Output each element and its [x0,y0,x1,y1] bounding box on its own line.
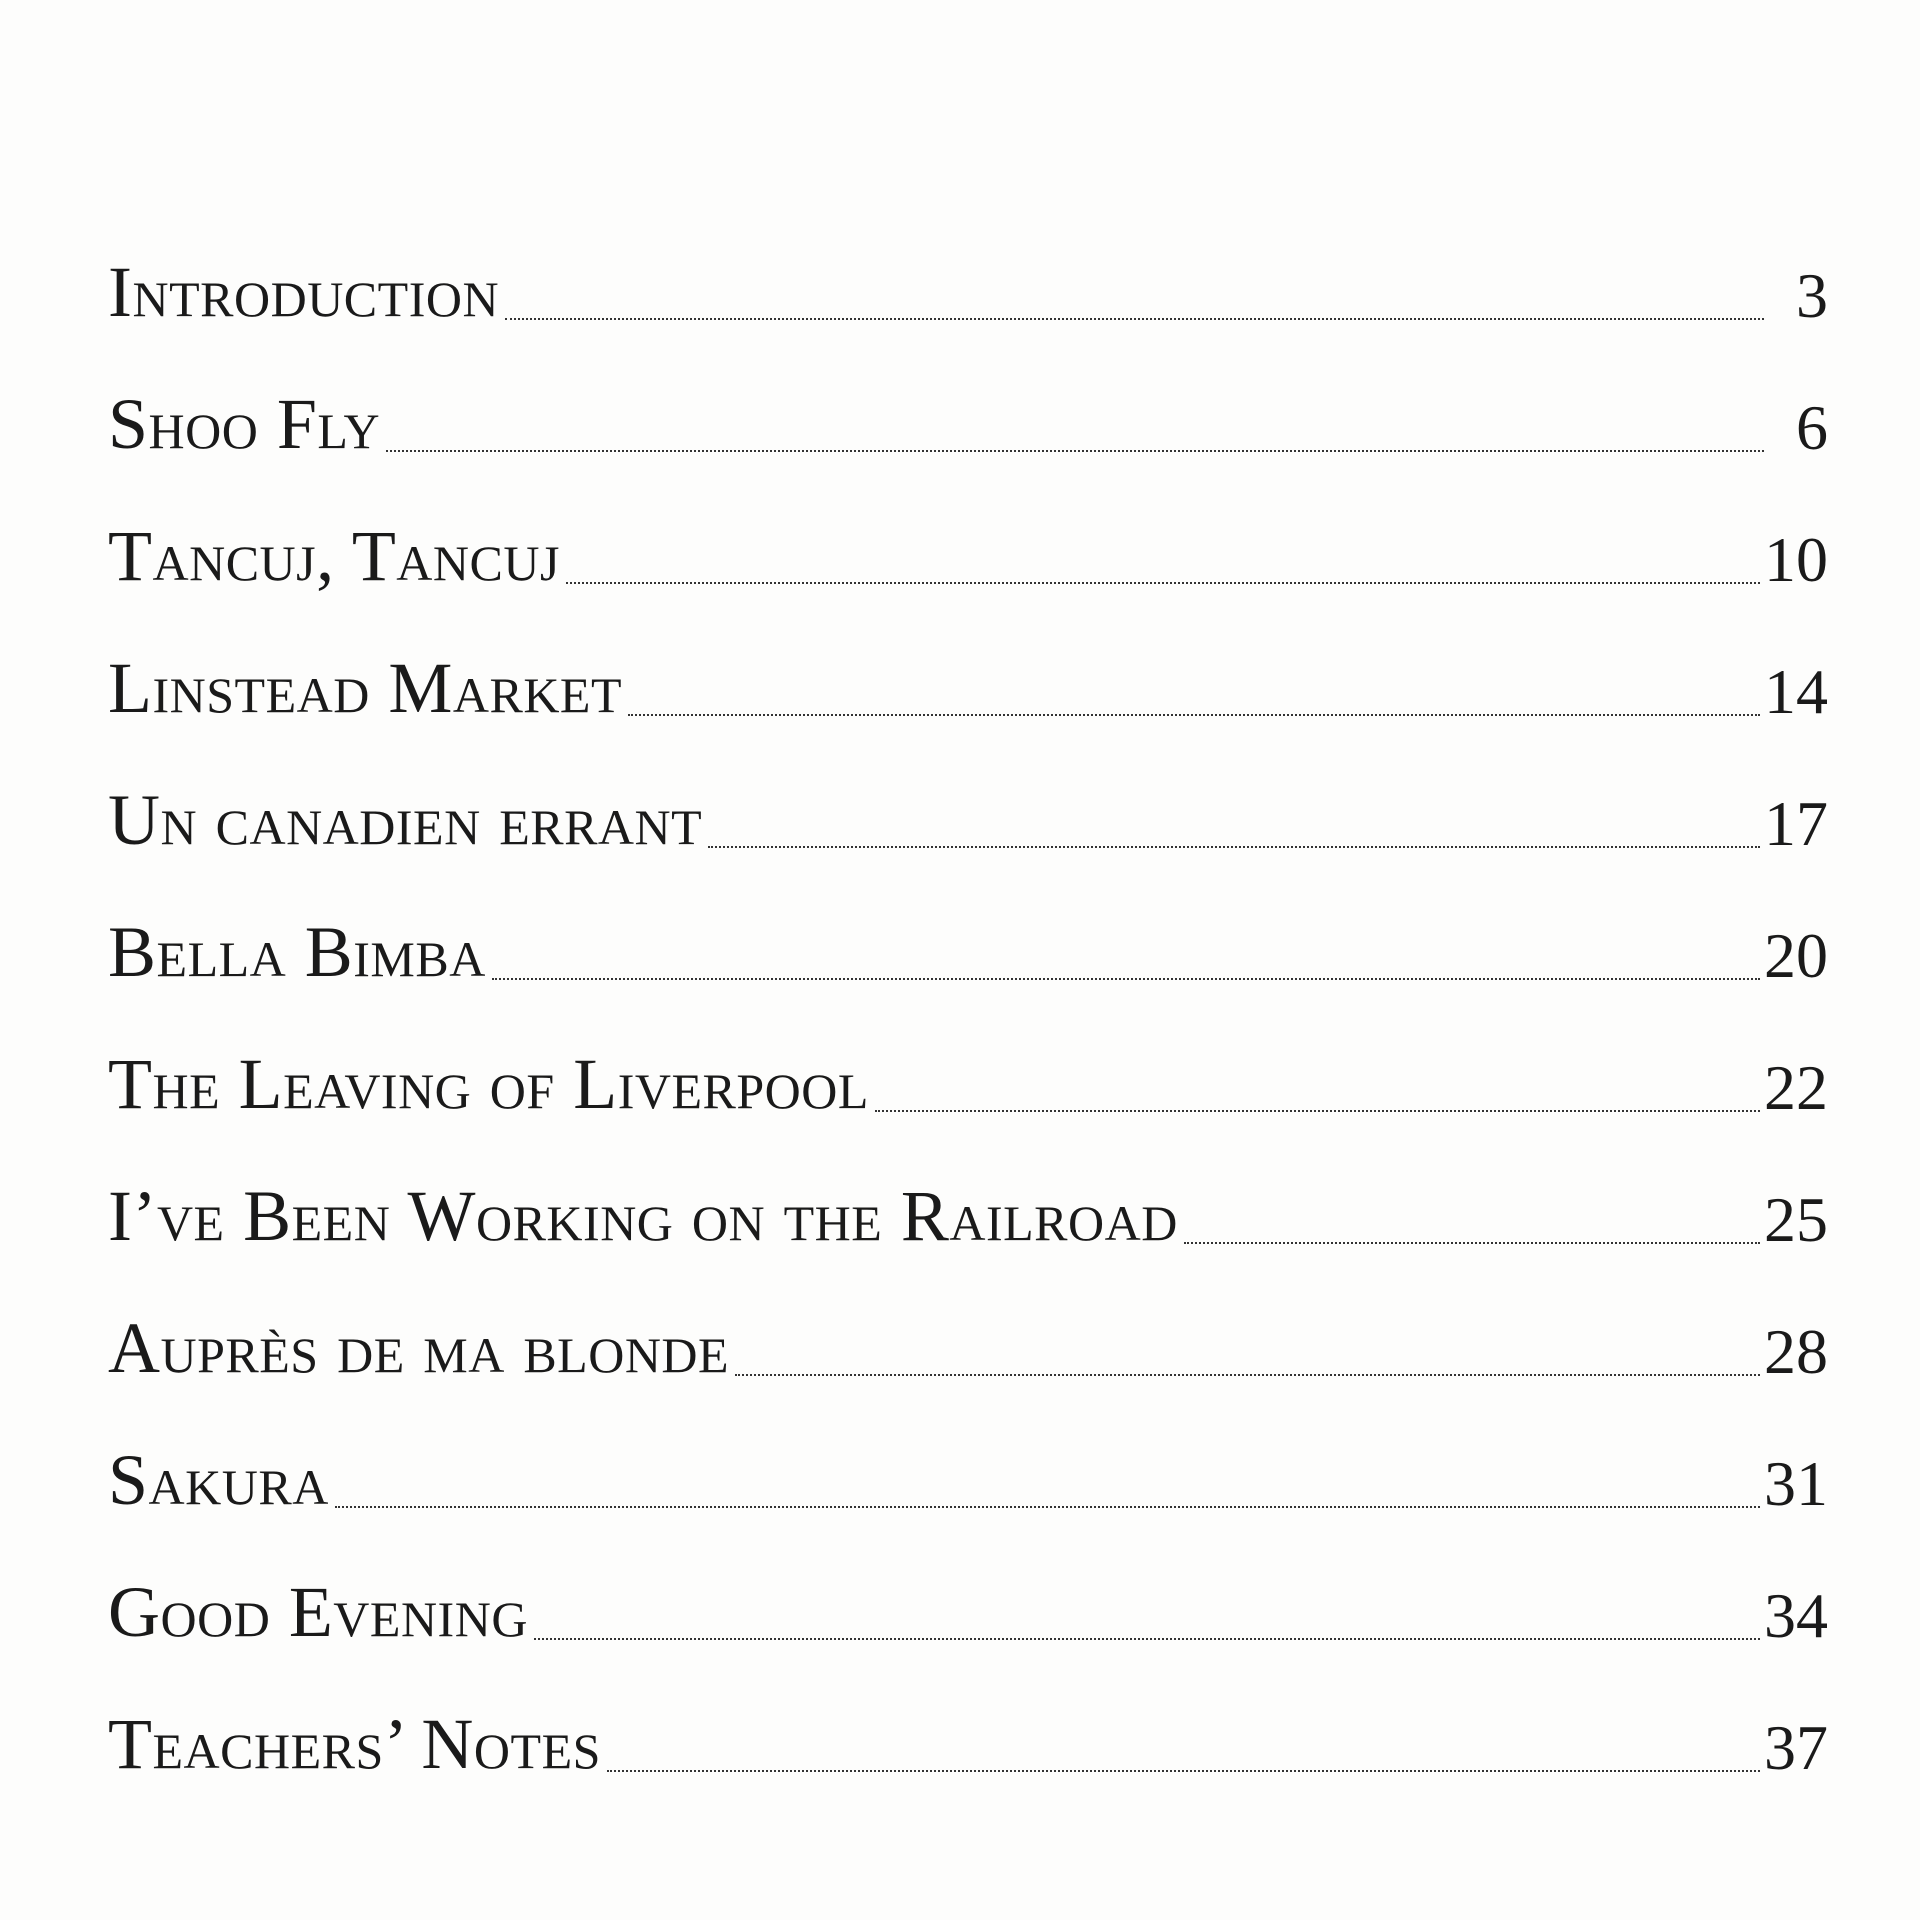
toc-entry-title: Good Evening [108,1572,528,1652]
toc-entry-title: I’ve Been Working on the Railroad [108,1176,1178,1256]
toc-entry-title: Sakura [108,1440,329,1520]
toc-entry[interactable] [108,460,1828,596]
dot-leader [566,581,1760,584]
toc-entry-page: 20 [1764,920,1828,991]
toc-entry-title: The Leaving of Liverpool [108,1044,869,1124]
toc-entry-title: Introduction [108,252,500,332]
toc-entry[interactable] [108,1648,1828,1784]
toc-entry[interactable] [108,1252,1828,1388]
toc-entry[interactable] [108,328,1828,464]
dot-leader [386,449,1764,452]
dot-leader [505,317,1764,320]
toc-entry-title: Tancuj, Tancuj [108,516,560,596]
toc-entry-page: 10 [1764,524,1828,595]
dot-leader [607,1769,1760,1772]
toc-entry[interactable] [108,724,1828,860]
toc-entry-title: Un canadien errant [108,780,703,860]
table-of-contents [108,196,1828,1784]
dot-leader [708,845,1760,848]
toc-entry-title: Auprès de ma blonde [108,1308,730,1388]
toc-entry-title: Shoo Fly [108,384,381,464]
toc-entry-title: Bella Bimba [108,912,486,992]
toc-entry-title: Teachers’ Notes [108,1704,601,1784]
dot-leader [875,1109,1760,1112]
dot-leader [335,1505,1760,1508]
toc-entry-page: 14 [1764,656,1828,727]
dot-leader [1184,1241,1760,1244]
toc-entry[interactable] [108,196,1828,332]
toc-entry-page: 28 [1764,1316,1828,1387]
toc-entry-page: 3 [1796,260,1828,331]
toc-entry[interactable] [108,1120,1828,1256]
dot-leader [492,977,1760,980]
toc-entry-page: 17 [1764,788,1828,859]
dot-leader [534,1637,1760,1640]
toc-entry[interactable] [108,592,1828,728]
toc-entry[interactable] [108,856,1828,992]
toc-entry-page: 31 [1764,1448,1828,1519]
toc-entry-page: 25 [1764,1184,1828,1255]
toc-entry-page: 22 [1764,1052,1828,1123]
toc-entry-title: Linstead Market [108,648,623,728]
toc-entry-page: 37 [1764,1712,1828,1783]
dot-leader [628,713,1760,716]
dot-leader [735,1373,1760,1376]
toc-entry[interactable] [108,1516,1828,1652]
toc-entry-page: 6 [1796,392,1828,463]
toc-entry-page: 34 [1764,1580,1828,1651]
toc-entry[interactable] [108,1384,1828,1520]
toc-entry[interactable] [108,988,1828,1124]
